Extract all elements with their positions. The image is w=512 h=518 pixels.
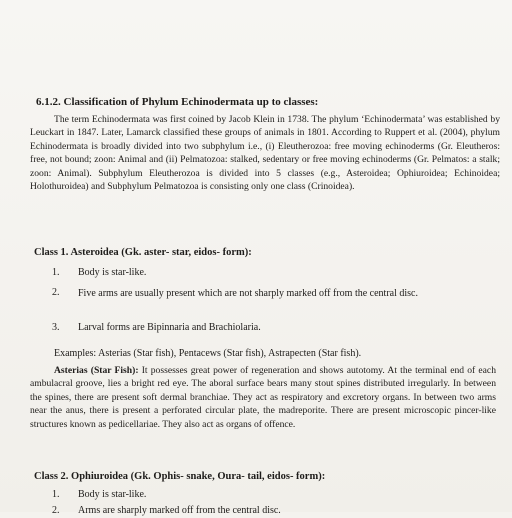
item-text: Larval forms are Bipinnaria and Brachiolaria. (78, 322, 261, 333)
asterias-text: It possesses great power of regeneration and shows autotomy. At the terminal end of each ambulacral groove, lies a bright red eye. The aboral surface bears many stout spines distributed irregularly. In between the spines, there are present soft dermal branchiae. They act as respiratory and excretory organs. In between two arms near the anus, there is present a perforated circular plate, the madreporite. There are present microscopic pincer-like structures known as pedicellariae. They also act as organs of offence. (30, 365, 496, 430)
intro-paragraph: The term Echinodermata was first coined by Jacob Klein in 1738. The phylum ‘Echinodermata’ was established by Leuckart in 1847. Later, Lamarck classified these groups of animals in 1801. According to Ruppert et al. (2004), phylum Echinodermata is broadly divided into two subphylum i.e., (i) Eleutherozoa: free moving echinoderms (Gr. Eleutheros: free, not bound; zoon: Animal and (ii) Pelmatozoa: stalked, sedentary or free moving echinoderms (Gr. Pelmatos: a stalk; zoon: Animal). Subphylum Eleutherozoa is divided into 5 classes (e.g., Asteroidea; Ophiuroidea; Echinoidea; Holothuroidea) and Subphylum Pelmatozoa is consisting only one class (Crinoidea). (30, 114, 500, 193)
item-number: 3. (52, 322, 60, 333)
asterias-paragraph (30, 364, 496, 431)
item-text: Body is star-like. (78, 267, 147, 278)
item-number: 2. (52, 505, 60, 516)
section-heading: 6.1.2. Classification of Phylum Echinodermata up to classes: (36, 96, 319, 108)
asterias-title: Asterias (Star Fish): (54, 365, 139, 376)
class2-title: Class 2. Ophiuroidea (Gk. Ophis- snake, Oura- tail, eidos- form): (34, 471, 326, 482)
class1-examples: Examples: Asterias (Star fish), Pentacews (Star fish), Astrapecten (Star fish). (54, 348, 362, 359)
item-number: 1. (52, 489, 60, 500)
item-number: 1. (52, 267, 60, 278)
item-text: Body is star-like. (78, 489, 147, 500)
item-number: 2. (52, 287, 60, 298)
class1-title: Class 1. Asteroidea (Gk. aster- star, eidos- form): (34, 247, 252, 258)
item-text: Arms are sharply marked off from the central disc. (78, 505, 281, 516)
item-text: Five arms are usually present which are not sharply marked off from the central disc. (78, 288, 418, 299)
